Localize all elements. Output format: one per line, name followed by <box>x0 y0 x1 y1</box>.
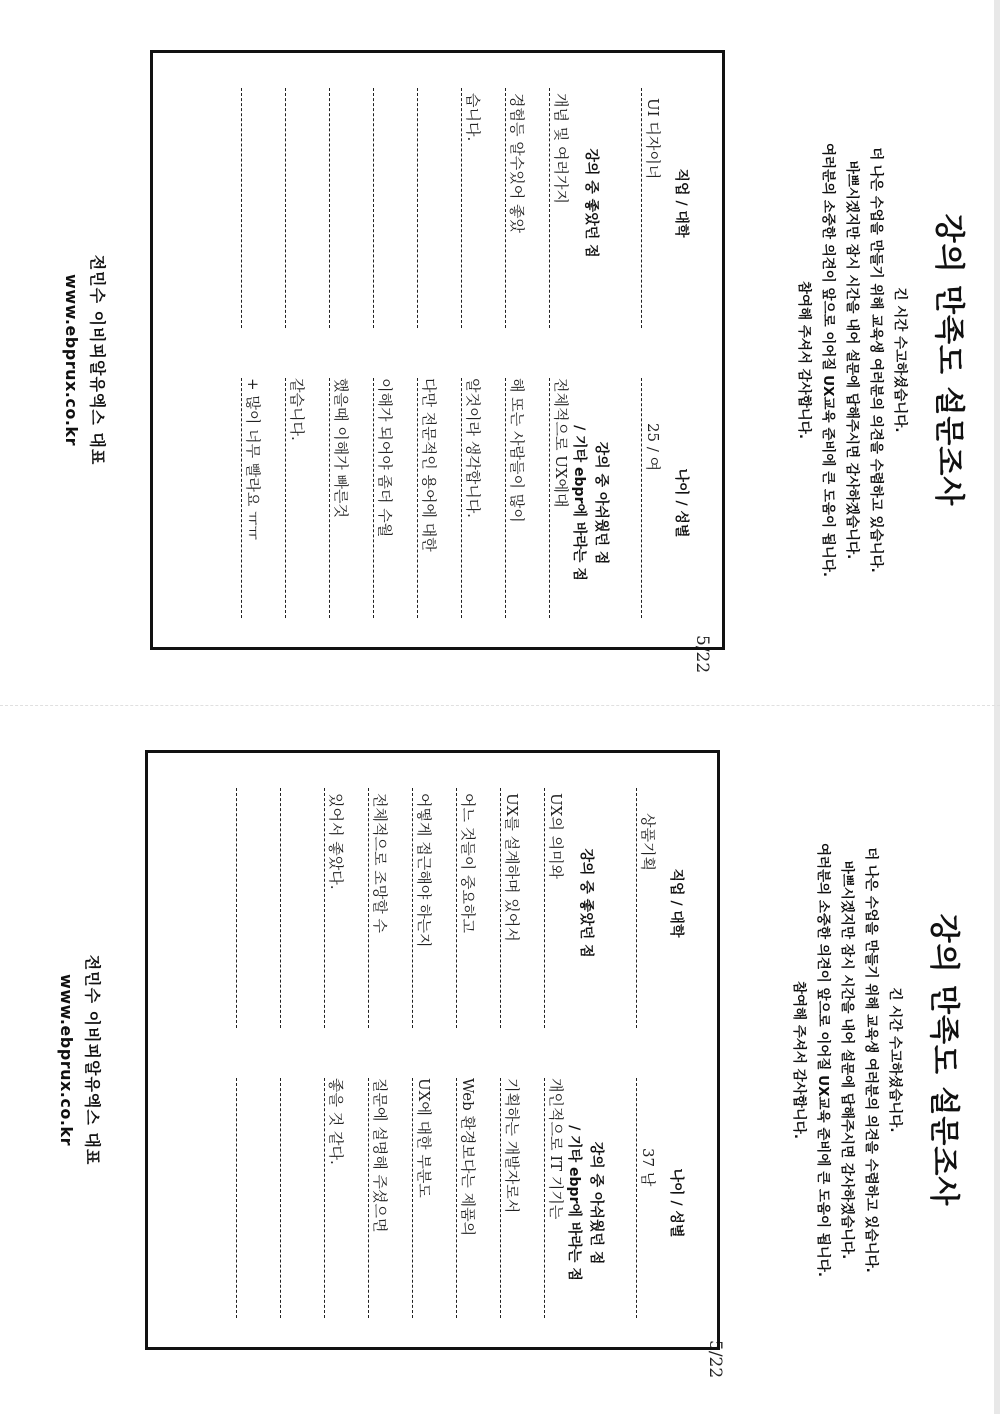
survey-footer <box>62 40 110 680</box>
answer-line <box>500 788 501 1028</box>
answer-line <box>236 788 237 1028</box>
footer-name: 전민수 이비피알유엑스 대표 <box>88 254 107 466</box>
answer-line <box>241 378 242 618</box>
bad-label-line: 강의 중 아쉬웠던 점 <box>588 1141 604 1265</box>
answer-line <box>236 1078 237 1318</box>
answer-line <box>285 378 286 618</box>
survey-intro <box>787 740 907 1380</box>
bad-answer-line: Web 환경보다는 제품의 <box>459 1078 477 1237</box>
bad-label-line: / 기타 ebpr에 바라는 점 <box>566 1125 582 1281</box>
good-answer-line: 개념 및 여러가지 <box>552 93 570 204</box>
good-points-label: 강의 중 좋았던 점 <box>578 848 594 958</box>
bad-answer-line: 개인적으로 IT 기기는 <box>547 1078 565 1220</box>
intro-line: 여러분의 소중한 의견이 앞으로 이어질 UX교육 준비에 큰 도움이 됩니다. <box>820 143 836 577</box>
answer-line <box>549 378 550 618</box>
age-gender-answer: 37 남 <box>639 1148 657 1187</box>
answer-line <box>544 1078 545 1318</box>
answer-line <box>461 88 462 328</box>
bad-answer-line: 같습니다. <box>288 378 306 441</box>
answer-line <box>412 1078 413 1318</box>
answer-line <box>373 88 374 328</box>
intro-line: 긴 시간 수고하셨습니다. <box>892 287 908 433</box>
intro-line: 바쁘시겠지만 잠시 시간을 내어 설문에 답해주시면 감사하겠습니다. <box>844 160 860 560</box>
answer-line <box>329 378 330 618</box>
answer-line <box>280 788 281 1028</box>
bad-answer-line: 질문에 설명해 주셨으면 <box>371 1078 389 1233</box>
answer-line <box>549 88 550 328</box>
answer-line <box>329 88 330 328</box>
answer-line <box>461 378 462 618</box>
answer-line <box>373 378 374 618</box>
footer-url: www.ebprux.co.kr <box>57 974 76 1146</box>
answer-line <box>456 1078 457 1318</box>
answer-line <box>280 1078 281 1318</box>
job-label: 직업 / 대학 <box>673 168 689 238</box>
answer-line <box>412 788 413 1028</box>
survey-intro <box>792 40 912 680</box>
footer-name: 전민수 이비피알유엑스 대표 <box>83 954 102 1166</box>
answer-line <box>456 788 457 1028</box>
answer-line <box>241 88 242 328</box>
intro-line: 더 나은 수업을 만들기 위해 교육생 여러분의 의견을 수렴하고 있습니다. <box>863 847 879 1273</box>
survey-form-box <box>150 50 725 650</box>
good-answer-line: 전체적으로 조망할 수 <box>371 793 389 933</box>
bad-answer-line: + 많이 너무 빨라요 ㅠㅠ <box>244 378 262 541</box>
answer-line <box>641 378 642 618</box>
survey-sheet-1 <box>0 40 1000 680</box>
intro-line: 바쁘시겠지만 잠시 시간을 내어 설문에 답해주시면 감사하겠습니다. <box>839 860 855 1260</box>
answer-line <box>505 88 506 328</box>
bad-points-label <box>563 1053 607 1353</box>
bad-answer-line: 이해가 되어야 좀더 수월 <box>376 378 394 538</box>
bad-answer-line: 해 또는 사람들이 많이 <box>508 378 526 523</box>
job-answer: 상품기획 <box>639 813 657 871</box>
handwritten-page-number: 5/22 <box>705 1340 725 1379</box>
bad-answer-line: 좋을 것 같다. <box>327 1078 345 1165</box>
bad-answer-line: UX에 대한 부분도 <box>415 1078 433 1198</box>
job-answer: UI 디자이너 <box>644 98 662 180</box>
answer-line <box>417 378 418 618</box>
answer-line <box>368 788 369 1028</box>
age-gender-label: 나이 / 성별 <box>673 468 689 538</box>
survey-title: 강의 만족도 설문조사 <box>931 213 966 507</box>
good-points-label: 강의 중 좋았던 점 <box>583 148 599 258</box>
bad-points-label <box>568 353 612 653</box>
good-answer-line: 있어서 좋았다. <box>327 793 345 890</box>
answer-line <box>324 788 325 1028</box>
intro-line: 참여해 주셔서 감사합니다. <box>791 981 807 1139</box>
survey-title: 강의 만족도 설문조사 <box>926 913 961 1207</box>
intro-line: 더 나은 수업을 만들기 위해 교육생 여러분의 의견을 수렴하고 있습니다. <box>868 147 884 573</box>
bad-answer-line: 했을때 이해가 빠른것 <box>332 378 350 518</box>
answer-line <box>641 88 642 328</box>
good-answer-line: 습니다. <box>464 93 482 142</box>
answer-line <box>285 88 286 328</box>
page-fold-line <box>0 705 1000 706</box>
bad-answer-line: 기획하는 개발자로서 <box>503 1078 521 1214</box>
answer-line <box>324 1078 325 1318</box>
bad-answer-line: 전체적으로 UX에대 <box>552 378 570 508</box>
survey-footer <box>57 740 105 1380</box>
bad-label-line: 강의 중 아쉬웠던 점 <box>593 441 609 565</box>
answer-line <box>368 1078 369 1318</box>
answer-line <box>500 1078 501 1318</box>
footer-url: www.ebprux.co.kr <box>62 274 81 446</box>
survey-sheet-2 <box>0 740 995 1380</box>
age-gender-label: 나이 / 성별 <box>668 1168 684 1238</box>
answer-line <box>636 788 637 1028</box>
job-label: 직업 / 대학 <box>668 868 684 938</box>
bad-answer-line: 다만 전문적인 용어에 대한 <box>420 378 438 552</box>
intro-line: 참여해 주셔서 감사합니다. <box>796 281 812 439</box>
answer-line <box>505 378 506 618</box>
bad-answer-line: 알것이라 생각합니다. <box>464 378 482 518</box>
intro-line: 긴 시간 수고하셨습니다. <box>887 987 903 1133</box>
good-answer-line: UX를 설계하며 있어서 <box>503 793 521 942</box>
handwritten-page-number: 5/22 <box>692 635 712 674</box>
answer-line <box>544 788 545 1028</box>
intro-line: 여러분의 소중한 의견이 앞으로 이어질 UX교육 준비에 큰 도움이 됩니다. <box>815 843 831 1277</box>
survey-form-box <box>145 750 720 1350</box>
answer-line <box>417 88 418 328</box>
good-answer-line: 어느 것들이 중요하고 <box>459 793 477 933</box>
good-answer-line: 경험등 알수있어 좋았 <box>508 93 526 233</box>
age-gender-answer: 25 / 여 <box>644 423 662 472</box>
bad-label-line: / 기타 ebpr에 바라는 점 <box>571 425 587 581</box>
good-answer-line: UX의 의미와 <box>547 793 565 880</box>
good-answer-line: 어떻게 접근해야 하는지 <box>415 793 433 948</box>
answer-line <box>636 1078 637 1318</box>
